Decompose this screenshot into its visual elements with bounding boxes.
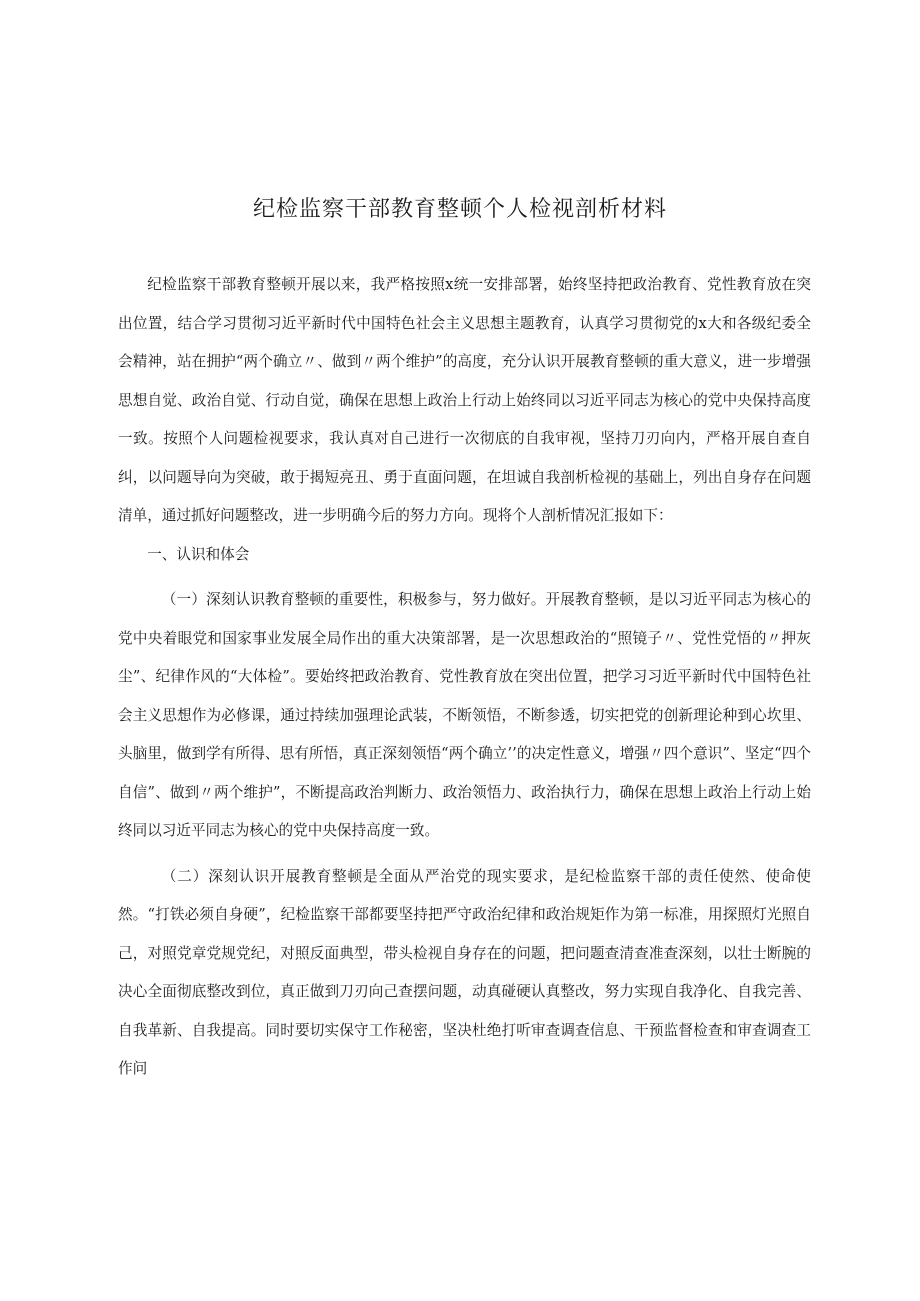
document-title: 纪检监察干部教育整顿个人检视剖析材料: [252, 197, 667, 222]
section-item-paragraph: （二）深刻认识开展教育整顿是全面从严治党的现实要求，是纪检监察干部的责任使然、使命使然。“打铁必须自身硬”，纪检监察干部都要坚持把严守政治纪律和政治规矩作为第一标准，用探照灯光照自己，对照党章党规党纪，对照反面典型，带头检视自身存在的问题，把问题查清查准查深刻，以壮士断腕的决心全面彻底整改到位，真正做到刀刃向己查摆问题，动真碰硬认真整改，努力实现自我净化、自我完善、自我革新、自我提高。同时要切实保守工作秘密，坚决杜绝打听审查调查信息、干预监督检查和审查调查工作问: [118, 867, 811, 1077]
document-body: [118, 266, 811, 1089]
section-item-paragraph: （一）深刻认识教育整顿的重要性，积极参与，努力做好。开展教育整顿，是以习近平同志为核心的党中央着眼党和国家事业发展全局作出的重大决策部署，是一次思想政治的“照镜子〃、党性党悟的〃押灰尘”、纪律作风的“大体检”。要始终把政治教育、党性教育放在突出位置，把学习习近平新时代中国特色社会主义思想作为必修课，通过持续加强理论武装，不断领悟，不断参透，切实把党的创新理论种到心坎里、头脑里，做到学有所得、思有所悟，真正深刻领悟“两个确立’’的决定性意义，增强〃四个意识”、坚定“四个自信”、做到〃两个维护”，不断提高政治判断力、政治领悟力、政治执行力，确保在思想上政治上行动上始终同以习近平同志为核心的党中央保持高度一致。: [118, 591, 811, 839]
intro-paragraph: 纪检监察干部教育整顿开展以来，我严格按照x统一安排部署，始终坚持把政治教育、党性教育放在突出位置，结合学习贯彻习近平新时代中国特色社会主义思想主题教育，认真学习贯彻党的x大和各级纪委全会精神，站在拥护“两个确立〃、做到〃两个维护”的高度，充分认识开展教育整顿的重大意义，进一步增强思想自觉、政治自觉、行动自觉，确保在思想上政治上行动上始终同以习近平同志为核心的党中央保持高度一致。按照个人问题检视要求，我认真对自己进行一次彻底的自我审视，坚持刀刃向内，严格开展自查自纠，以问题导向为突破，敢于揭短亮丑、勇于直面问题，在坦诚自我剖析检视的基础上，列出自身存在问题清单，通过抓好问题整改，进一步明确今后的努力方向。现将个人剖析情况汇报如下：: [118, 276, 811, 524]
section-heading: 一、认识和体会: [147, 545, 250, 563]
